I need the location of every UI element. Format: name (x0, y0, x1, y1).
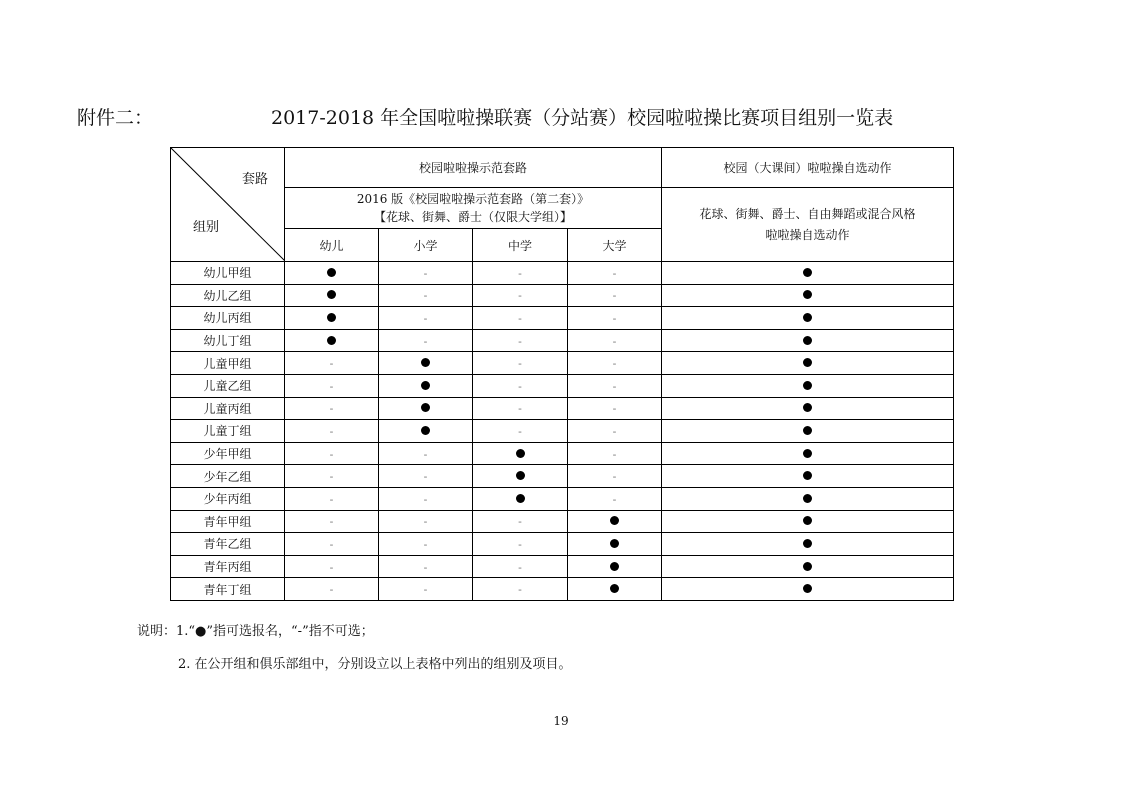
selection-cell (662, 578, 954, 601)
not-selectable-dash: - (423, 334, 428, 348)
selection-cell (285, 262, 379, 285)
selectable-dot (610, 584, 619, 593)
selection-cell (662, 420, 954, 443)
selection-cell (285, 442, 379, 465)
selection-cell (662, 352, 954, 375)
not-selectable-dash: - (329, 402, 334, 416)
selectable-dot (421, 358, 430, 367)
not-selectable-dash: - (329, 583, 334, 597)
selection-cell (473, 397, 568, 420)
selectable-dot (803, 336, 812, 345)
selection-cell (473, 374, 568, 397)
document-title: 2017-2018 年全国啦啦操联赛（分站赛）校园啦啦操比赛项目组别一览表 (271, 107, 894, 129)
group-name-cell: 儿童丁组 (171, 420, 285, 443)
selection-cell (379, 307, 473, 330)
not-selectable-dash: - (518, 357, 522, 371)
selectable-dot (516, 449, 525, 458)
not-selectable-dash: - (423, 560, 428, 574)
note-line-2: 2. 在公开组和俱乐部组中，分别设立以上表格中列出的组别及项目。 (178, 657, 572, 672)
selection-cell (285, 307, 379, 330)
table-row (171, 307, 954, 330)
corner-label-group: 组别 (193, 220, 220, 235)
group-name-cell: 儿童丙组 (171, 397, 285, 420)
selection-cell (473, 555, 568, 578)
attachment-label: 附件二： (77, 107, 154, 129)
selection-cell (285, 352, 379, 375)
not-selectable-dash: - (329, 492, 334, 506)
selectable-dot (803, 539, 812, 548)
not-selectable-dash: - (423, 289, 428, 303)
selection-cell (568, 487, 662, 510)
selection-cell (473, 578, 568, 601)
selectable-dot (803, 516, 812, 525)
not-selectable-dash: - (423, 447, 428, 461)
not-selectable-dash: - (612, 357, 617, 371)
selection-cell (473, 329, 568, 352)
not-selectable-dash: - (518, 289, 522, 303)
not-selectable-dash: - (423, 470, 428, 484)
selectable-dot (803, 268, 812, 277)
column-header: 中学 (473, 229, 568, 262)
selectable-dot (610, 562, 619, 571)
selectable-dot (803, 449, 812, 458)
table-row (171, 284, 954, 307)
table-body (171, 262, 954, 601)
not-selectable-dash: - (329, 515, 334, 529)
not-selectable-dash: - (612, 470, 617, 484)
selectable-dot (803, 584, 812, 593)
group-name-cell: 少年丙组 (171, 487, 285, 510)
selectable-dot (803, 562, 812, 571)
table-row (171, 329, 954, 352)
column-header: 大学 (568, 229, 662, 262)
selection-cell (379, 397, 473, 420)
selectable-dot (421, 381, 430, 390)
group-name-cell: 幼儿丙组 (171, 307, 285, 330)
selection-cell (473, 533, 568, 556)
selection-cell (662, 555, 954, 578)
selection-cell (379, 442, 473, 465)
selectable-dot (610, 539, 619, 548)
not-selectable-dash: - (423, 492, 428, 506)
selection-cell (662, 374, 954, 397)
selectable-dot (421, 426, 430, 435)
selectable-dot (327, 268, 336, 277)
not-selectable-dash: - (612, 424, 617, 438)
group-name-cell: 幼儿丁组 (171, 329, 285, 352)
selectable-dot (327, 313, 336, 322)
selection-cell (568, 420, 662, 443)
group-name-cell: 青年乙组 (171, 533, 285, 556)
selectable-dot (327, 290, 336, 299)
routine-subheader (285, 188, 662, 229)
selection-cell (568, 307, 662, 330)
selection-cell (568, 442, 662, 465)
selection-cell (285, 465, 379, 488)
selection-cell (568, 329, 662, 352)
selectable-dot (803, 290, 812, 299)
table-row (171, 374, 954, 397)
selection-cell (662, 442, 954, 465)
selection-cell (662, 397, 954, 420)
selection-cell (379, 374, 473, 397)
not-selectable-dash: - (612, 289, 617, 303)
not-selectable-dash: - (518, 560, 522, 574)
table-row (171, 352, 954, 375)
selection-cell (568, 533, 662, 556)
not-selectable-dash: - (329, 537, 334, 551)
not-selectable-dash: - (612, 447, 617, 461)
selection-cell (568, 578, 662, 601)
column-header: 小学 (379, 229, 473, 262)
group-name-cell: 青年甲组 (171, 510, 285, 533)
selection-cell (662, 284, 954, 307)
selectable-dot (421, 403, 430, 412)
page-number: 19 (553, 714, 569, 728)
not-selectable-dash: - (518, 311, 522, 325)
not-selectable-dash: - (329, 560, 334, 574)
group-name-cell: 儿童乙组 (171, 374, 285, 397)
table-row (171, 578, 954, 601)
routine-subheader-line2: 【花球、街舞、爵士（仅限大学组）】 (374, 210, 573, 224)
selection-cell (285, 374, 379, 397)
selection-cell (473, 262, 568, 285)
not-selectable-dash: - (518, 424, 522, 438)
selection-cell (379, 352, 473, 375)
selection-cell (473, 442, 568, 465)
note-line-1: 说明：1.“●”指可选报名，“-”指不可选； (137, 624, 374, 639)
not-selectable-dash: - (518, 334, 522, 348)
column-header: 幼儿 (285, 229, 379, 262)
free-routine-desc-line2: 啦啦操自选动作 (765, 227, 850, 242)
selection-cell (473, 307, 568, 330)
selection-cell (568, 510, 662, 533)
not-selectable-dash: - (612, 266, 617, 280)
table-row (171, 510, 954, 533)
selectable-dot (803, 403, 812, 412)
not-selectable-dash: - (423, 583, 428, 597)
selection-cell (473, 487, 568, 510)
selection-cell (379, 555, 473, 578)
table-row (171, 533, 954, 556)
corner-label-routine: 套路 (241, 172, 268, 187)
not-selectable-dash: - (612, 402, 617, 416)
group-name-cell: 少年乙组 (171, 465, 285, 488)
free-routine-desc-line1: 花球、街舞、爵士、自由舞蹈或混合风格 (699, 206, 916, 221)
selection-cell (662, 465, 954, 488)
selection-cell (285, 397, 379, 420)
not-selectable-dash: - (612, 379, 617, 393)
selection-cell (379, 284, 473, 307)
not-selectable-dash: - (612, 492, 617, 506)
selection-cell (662, 307, 954, 330)
selectable-dot (327, 336, 336, 345)
group-name-cell: 幼儿甲组 (171, 262, 285, 285)
selection-cell (568, 555, 662, 578)
selection-cell (473, 420, 568, 443)
selectable-dot (803, 426, 812, 435)
not-selectable-dash: - (518, 379, 522, 393)
selectable-dot (803, 313, 812, 322)
not-selectable-dash: - (518, 402, 522, 416)
group-name-cell: 青年丁组 (171, 578, 285, 601)
selection-cell (285, 487, 379, 510)
table-row (171, 487, 954, 510)
selection-cell (662, 262, 954, 285)
selection-cell (568, 374, 662, 397)
selection-cell (473, 352, 568, 375)
selection-cell (285, 329, 379, 352)
selection-cell (379, 510, 473, 533)
not-selectable-dash: - (329, 379, 334, 393)
selectable-dot (803, 471, 812, 480)
selection-cell (379, 533, 473, 556)
group-name-cell: 青年丙组 (171, 555, 285, 578)
not-selectable-dash: - (423, 537, 428, 551)
selection-cell (473, 510, 568, 533)
not-selectable-dash: - (518, 515, 522, 529)
event-group-table (170, 147, 954, 601)
selection-cell (662, 510, 954, 533)
free-routine-header: 校园（大课间）啦啦操自选动作 (662, 148, 954, 188)
selectable-dot (516, 494, 525, 503)
table-corner-cell (171, 148, 285, 262)
routine-subheader-line1: 2016 版《校园啦啦操示范套路（第二套）》 (356, 192, 590, 206)
selection-cell (379, 262, 473, 285)
table-row (171, 397, 954, 420)
selection-cell (285, 555, 379, 578)
not-selectable-dash: - (612, 334, 617, 348)
not-selectable-dash: - (423, 266, 428, 280)
table-row (171, 465, 954, 488)
selection-cell (568, 352, 662, 375)
not-selectable-dash: - (329, 470, 334, 484)
selection-cell (379, 420, 473, 443)
selection-cell (473, 465, 568, 488)
group-name-cell: 儿童甲组 (171, 352, 285, 375)
table-row (171, 442, 954, 465)
routine-header: 校园啦啦操示范套路 (285, 148, 662, 188)
selectable-dot (610, 516, 619, 525)
not-selectable-dash: - (518, 583, 522, 597)
selection-cell (568, 397, 662, 420)
not-selectable-dash: - (612, 311, 617, 325)
selection-cell (285, 420, 379, 443)
not-selectable-dash: - (423, 311, 428, 325)
group-name-cell: 少年甲组 (171, 442, 285, 465)
selection-cell (379, 465, 473, 488)
selection-cell (379, 329, 473, 352)
selectable-dot (516, 471, 525, 480)
selection-cell (285, 510, 379, 533)
selectable-dot (803, 358, 812, 367)
selection-cell (285, 578, 379, 601)
selection-cell (662, 533, 954, 556)
not-selectable-dash: - (329, 357, 334, 371)
selectable-dot (803, 494, 812, 503)
not-selectable-dash: - (423, 515, 428, 529)
table-row (171, 262, 954, 285)
not-selectable-dash: - (518, 537, 522, 551)
not-selectable-dash: - (518, 266, 522, 280)
selection-cell (568, 262, 662, 285)
selection-cell (379, 578, 473, 601)
table-row (171, 555, 954, 578)
selection-cell (285, 284, 379, 307)
diagonal-line (171, 148, 285, 261)
selection-cell (568, 284, 662, 307)
selection-cell (285, 533, 379, 556)
group-name-cell: 幼儿乙组 (171, 284, 285, 307)
not-selectable-dash: - (329, 424, 334, 438)
selectable-dot (803, 381, 812, 390)
table-row (171, 420, 954, 443)
selection-cell (662, 329, 954, 352)
free-routine-description (662, 188, 954, 262)
not-selectable-dash: - (329, 447, 334, 461)
selection-cell (662, 487, 954, 510)
selection-cell (379, 487, 473, 510)
selection-cell (473, 284, 568, 307)
selection-cell (568, 465, 662, 488)
